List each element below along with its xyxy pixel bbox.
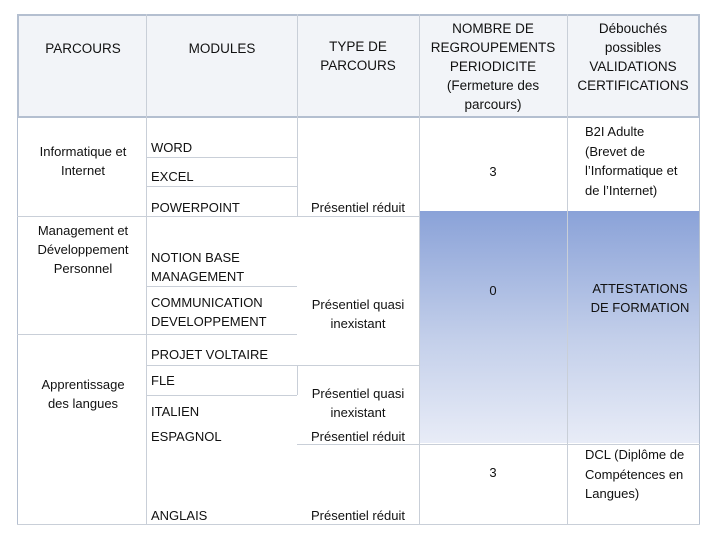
header-debouches-line2: possibles [604, 40, 662, 55]
type-quasi-2 [297, 384, 419, 422]
highlight-band [419, 211, 700, 443]
parcours-informatique [19, 142, 147, 180]
header-nombre [419, 18, 567, 114]
header-nombre-line2: REGROUPEMENTS [430, 39, 556, 55]
type-quasi-2-line2: inexistant [330, 405, 386, 420]
header-debouches-line4: CERTIFICATIONS [577, 78, 689, 93]
header-debouches [567, 18, 699, 96]
module-projet-voltaire: PROJET VOLTAIRE [151, 347, 269, 362]
debouche-b2i-line2: (Brevet de [585, 143, 645, 159]
parcours-langues [19, 375, 147, 413]
debouche-b2i-line4: de l’Internet) [585, 182, 658, 198]
module-notion-line1: NOTION BASE [151, 250, 240, 265]
module-communication-line2: DEVELOPPEMENT [151, 314, 267, 329]
debouche-dcl [585, 445, 684, 504]
header-modules-label: MODULES [188, 40, 256, 56]
module-powerpoint: POWERPOINT [151, 200, 240, 215]
module-italien: ITALIEN [151, 404, 200, 419]
header-nombre-line3: PERIODICITE [449, 58, 537, 74]
nombre-management: 0 [489, 283, 497, 298]
parcours-management-line1: Management et [37, 223, 129, 238]
module-word: WORD [151, 140, 193, 155]
module-communication [151, 293, 267, 331]
type-reduit-3: Présentiel réduit [311, 508, 405, 523]
debouche-b2i [585, 122, 678, 200]
header-parcours-label: PARCOURS [45, 40, 121, 56]
type-quasi-2-line1: Présentiel quasi [311, 386, 405, 401]
header-modules [147, 16, 297, 80]
debouche-attestations [567, 279, 713, 317]
nombre-anglais: 3 [489, 465, 497, 480]
module-communication-line1: COMMUNICATION [151, 295, 263, 310]
parcours-management-line2: Développement [37, 242, 129, 257]
header-type [297, 36, 419, 76]
module-notion [151, 248, 244, 286]
header-nombre-line5: parcours) [464, 96, 522, 112]
parcours-management-line3: Personnel [53, 261, 113, 276]
debouche-b2i-line3: l’Informatique et [585, 163, 678, 178]
debouche-dcl-line2: Compétences en [585, 466, 684, 482]
module-anglais: ANGLAIS [151, 508, 208, 523]
header-type-line1: TYPE DE [329, 39, 387, 54]
header-nombre-line4: (Fermeture des [446, 77, 540, 93]
header-type-line2: PARCOURS [320, 58, 396, 73]
module-fle: FLE [151, 373, 175, 388]
module-excel: EXCEL [151, 169, 194, 184]
parcours-management [19, 221, 147, 278]
header-debouches-line1: Débouchés [598, 21, 668, 36]
type-quasi-1-line2: inexistant [330, 316, 386, 331]
type-reduit-2: Présentiel réduit [311, 429, 405, 444]
nombre-informatique: 3 [489, 164, 497, 179]
debouche-dcl-line3: Langues) [585, 486, 640, 501]
header-parcours [19, 16, 147, 80]
parcours-langues-line2: des langues [47, 396, 119, 411]
debouche-attestations-line1: ATTESTATIONS [592, 281, 688, 296]
type-reduit-1: Présentiel réduit [311, 200, 405, 215]
module-notion-line2: MANAGEMENT [151, 269, 245, 284]
debouche-dcl-line1: DCL (Diplôme de [585, 447, 685, 462]
header-debouches-line3: VALIDATIONS [589, 59, 677, 74]
debouche-attestations-line2: DE FORMATION [590, 300, 690, 315]
type-quasi-1-line1: Présentiel quasi [311, 297, 405, 312]
type-quasi-1 [297, 295, 419, 333]
debouche-b2i-line1: B2I Adulte [585, 124, 645, 139]
parcours-informatique-line2: Internet [60, 163, 106, 178]
parcours-langues-line1: Apprentissage [41, 377, 125, 392]
module-espagnol: ESPAGNOL [151, 429, 222, 444]
header-nombre-line1: NOMBRE DE [452, 20, 534, 36]
parcours-informatique-line1: Informatique et [39, 144, 127, 159]
